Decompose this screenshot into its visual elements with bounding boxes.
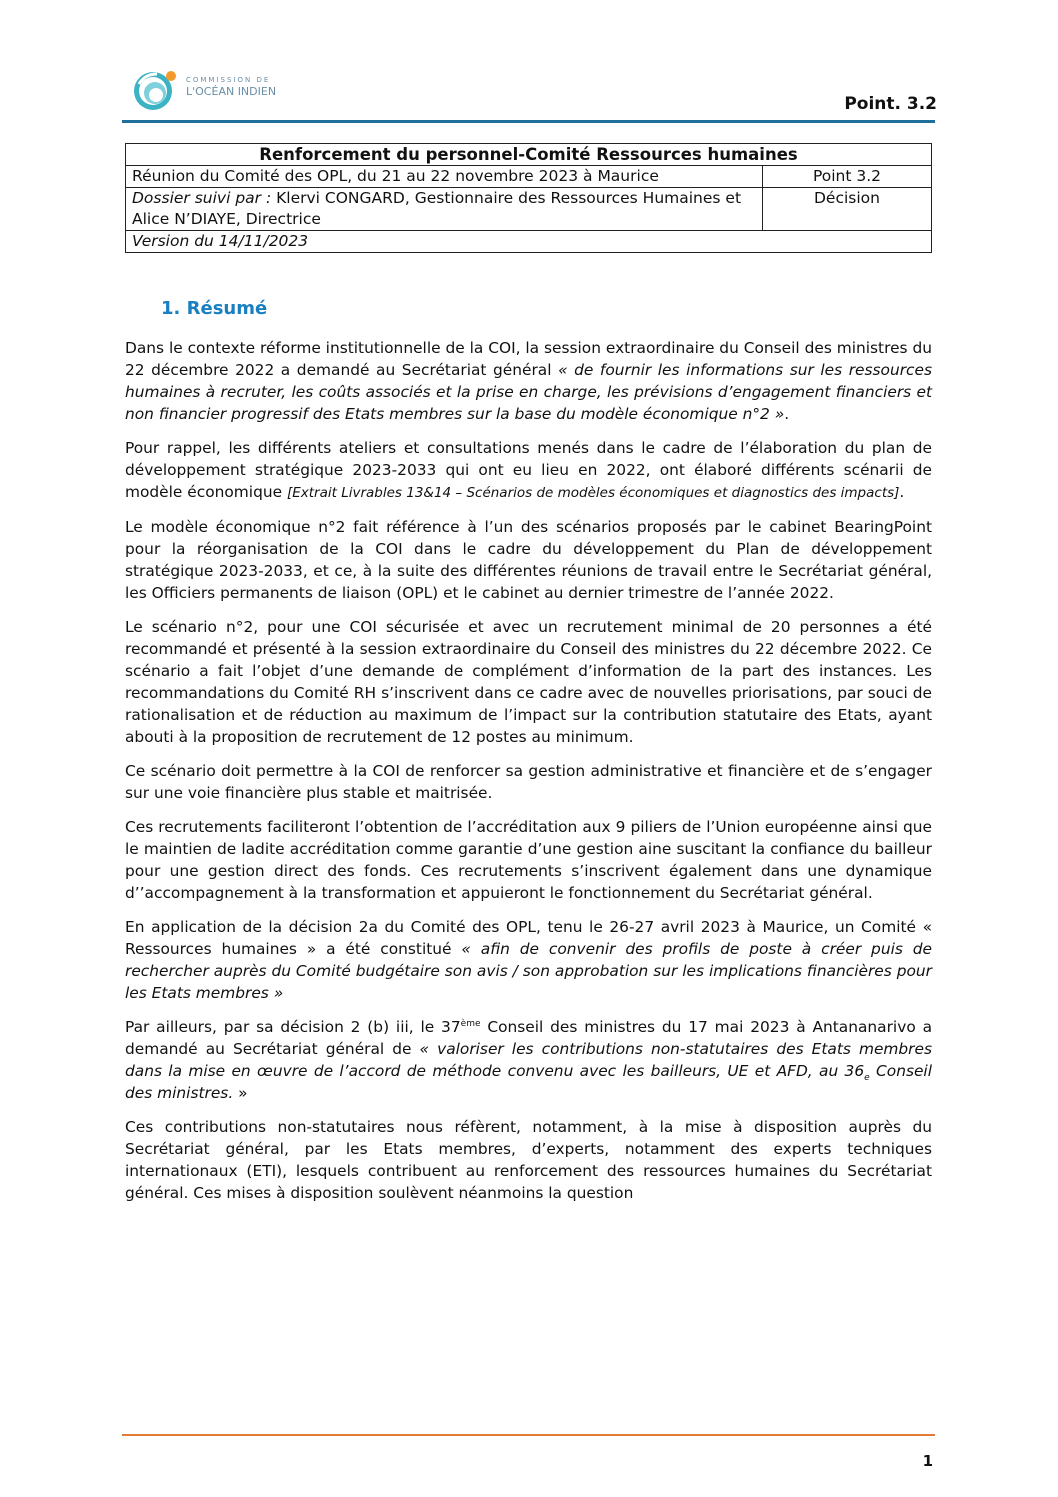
p1-text: Dans le contexte réforme institutionnelle de la COI, la session extraordinaire du Conseil des ministres du 22 décembre 2022 a demandé au Secrétariat général bbox=[125, 339, 932, 379]
paragraph-9: Ces contributions non-statutaires nous réfèrent, notamment, à la mise à disposition auprès du Secrétariat général, par les Etats membres, d’experts, notamment des experts techniques internationaux (ETI), lesquels contribuent au renforcement des ressources humaines du Secrétariat général. Ces mises à disposition soulèvent néanmoins la question bbox=[125, 1118, 932, 1202]
info-version-row bbox=[126, 231, 932, 253]
p8-quote: « valoriser les contributions non-statutaires des Etats membres dans la mise en œuvre de l’accord de méthode convenu avec les bailleurs, UE et AFD, au 36 bbox=[125, 1040, 932, 1080]
p2-end: . bbox=[899, 483, 905, 501]
footer-divider bbox=[122, 1434, 935, 1436]
p1-quote: « de fournir les informations sur les ressources humaines à recruter, les coûts associés et la prise en charge, les prévisions d’engagement financiers et non financier progressif des Etats membres sur la base du modèle économique n°2 » bbox=[125, 361, 932, 423]
type-cell: Décision bbox=[763, 188, 932, 231]
info-dossier-row bbox=[126, 188, 932, 231]
info-table bbox=[125, 143, 932, 253]
p8-close: » bbox=[233, 1084, 248, 1102]
logo-wordmark bbox=[186, 76, 276, 99]
document-body bbox=[125, 337, 932, 1216]
paragraph-3: Le modèle économique n°2 fait référence à l’un des scénarios proposés par le cabinet BearingPoint pour la réorganisation de la COI dans le cadre du développement du Plan de développement stratégique 2023-2033, et ce, à la suite des différentes réunions de travail entre le Secrétariat général, les Officiers permanents de liaison (OPL) et le cabinet au dernier trimestre de l’année 2022. bbox=[125, 518, 932, 602]
paragraph-5: Ce scénario doit permettre à la COI de renforcer sa gestion administrative et financière et de s’engager sur une voie financière plus stable et maitrisée. bbox=[125, 762, 932, 802]
p8-quote-end: Conseil des ministres. bbox=[125, 1062, 932, 1102]
p2-text: Pour rappel, les différents ateliers et consultations menés dans le cadre de l’élaboration du plan de développement stratégique 2023-2033 qui ont eu lieu en 2022, ont élaboré différents scénarii de modèle économique bbox=[125, 439, 932, 501]
paragraph-2 bbox=[125, 437, 932, 504]
info-title-row bbox=[126, 144, 932, 166]
p7-quote: « afin de convenir des profils de poste à créer puis de rechercher auprès du Comité budgétaire son avis / son approbation sur les implications financières pour les Etats membres » bbox=[125, 940, 932, 1002]
section-heading-resume: 1. Résumé bbox=[161, 298, 268, 319]
coi-logo-icon bbox=[131, 66, 181, 112]
paragraph-8 bbox=[125, 1016, 932, 1104]
p8-superscript: ème bbox=[460, 1018, 481, 1029]
dossier-text: Klervi CONGARD, Gestionnaire des Ressources Humaines et Alice N’DIAYE, Directrice bbox=[132, 189, 742, 228]
point-cell: Point 3.2 bbox=[763, 166, 932, 188]
paragraph-1 bbox=[125, 337, 932, 425]
paragraph-6: Ces recrutements faciliteront l’obtention de l’accréditation aux 9 piliers de l’Union européenne ainsi que le maintien de ladite accréditation comme garantie d’une gestion aine suscitant la confiance du bailleur pour une gestion direct des fonds. Ces recrutements s’inscrivent également dans une dynamique d’’accompagnement à la transformation et appuieront le fonctionnement du Secrétariat général. bbox=[125, 818, 932, 902]
paragraph-4: Le scénario n°2, pour une COI sécurisée et avec un recrutement minimal de 20 personnes a été recommandé et présenté à la session extraordinaire du Conseil des ministres du 22 décembre 2022. Ce scénario a fait l’objet d’une demande de complément d’information de la part des instances. Les recommandations du Comité RH s’inscrivent dans ce cadre avec de nouvelles priorisations, par souci de rationalisation et de réduction au maximum de l’impact sur la contribution statutaire des Etats, ayant abouti à la proposition de recrutement de 12 postes au minimum. bbox=[125, 618, 932, 746]
header-divider bbox=[122, 120, 935, 123]
p1-end: . bbox=[784, 405, 790, 423]
dossier-label: Dossier suivi par : bbox=[132, 189, 272, 207]
info-meeting-row bbox=[126, 166, 932, 188]
point-label: Point. 3.2 bbox=[844, 94, 937, 114]
p8-text-2: Conseil des ministres du 17 mai 2023 à Antananarivo a demandé au Secrétariat général de bbox=[125, 1018, 932, 1058]
dossier-cell bbox=[126, 188, 763, 231]
p8-subscript: e bbox=[864, 1073, 870, 1084]
version-cell: Version du 14/11/2023 bbox=[126, 231, 932, 253]
p7-text: En application de la décision 2a du Comité des OPL, tenu le 26-27 avril 2023 à Maurice, un Comité « Ressources humaines » a été constitué bbox=[125, 918, 932, 958]
logo-line-2: L'OCÉAN INDIEN bbox=[186, 85, 277, 98]
page-number: 1 bbox=[922, 1452, 933, 1470]
meeting-cell: Réunion du Comité des OPL, du 21 au 22 novembre 2023 à Maurice bbox=[126, 166, 763, 188]
paragraph-7 bbox=[125, 916, 932, 1004]
document-title: Renforcement du personnel-Comité Ressources humaines bbox=[126, 144, 932, 166]
p8-text: Par ailleurs, par sa décision 2 (b) iii, le 37 bbox=[125, 1018, 461, 1036]
logo-line-1: COMMISSION DE bbox=[186, 76, 271, 84]
p2-reference: [Extrait Livrables 13&14 – Scénarios de modèles économiques et diagnostics des impacts] bbox=[286, 485, 900, 501]
